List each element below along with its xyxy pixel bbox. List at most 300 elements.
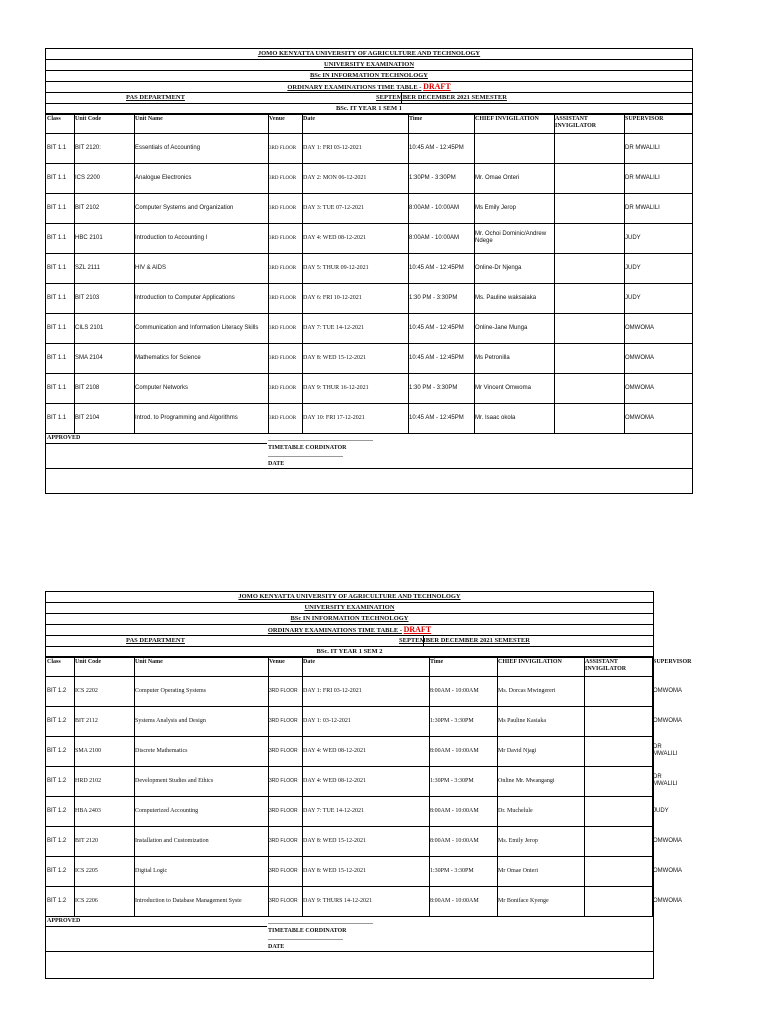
approved-line (46, 443, 267, 444)
cell-date (303, 826, 428, 856)
table-row (46, 676, 682, 706)
cell-time (409, 223, 473, 253)
cell-time (409, 403, 473, 433)
cell-chief-text: Mr David Njagi (498, 747, 537, 754)
cell-code (75, 886, 133, 916)
cell-date (303, 193, 407, 223)
year-label: BSc. IT YEAR 1 SEM 1 (335, 105, 403, 112)
cell-class (47, 736, 73, 766)
header-timetable-text: ORDINARY EXAMINATIONS TIME TABLE - (267, 627, 402, 634)
cell-supervisor-text: DR MWALILI (625, 174, 660, 181)
cell-assistant (555, 343, 623, 373)
cell-supervisor (653, 706, 682, 736)
cell-supervisor-text: DR MWALILI (653, 744, 678, 757)
cell-name-text: Computerized Accounting (135, 807, 199, 814)
cell-chief (475, 193, 553, 223)
cell-name (135, 313, 267, 343)
cell-name-text: Computer Systems and Organization (135, 204, 234, 211)
cell-name-text: Communication and Information Literacy Skills (135, 324, 259, 331)
cell-supervisor (653, 736, 677, 766)
cell-venue (269, 886, 301, 916)
cell-supervisor-text: JUDY (653, 807, 669, 814)
cell-name-text: Installation and Customization (135, 837, 209, 844)
cell-venue-text: 3RD FLOOR (269, 717, 298, 724)
column-header-date: Date (303, 659, 315, 665)
year-row (46, 104, 692, 114)
column-header-unit-name: Unit Name (135, 116, 163, 122)
cell-name (135, 343, 267, 373)
cell-date (303, 403, 407, 433)
cell-supervisor (653, 856, 682, 886)
cell-date (303, 373, 407, 403)
header-program-text: BSc IN INFORMATION TECHNOLOGY (309, 72, 429, 79)
cell-venue-text: 3RD FLOOR (269, 325, 297, 331)
cell-name-text: Computer Networks (135, 384, 189, 391)
cell-code-text: ICS 2200 (75, 174, 101, 181)
table-row (46, 133, 692, 163)
cell-supervisor (625, 133, 691, 163)
cell-code (75, 766, 133, 796)
cell-code-text: ICS 2206 (75, 897, 98, 904)
cell-time (430, 736, 496, 766)
cell-chief (475, 253, 553, 283)
cell-code (75, 676, 133, 706)
table-row (46, 826, 682, 856)
cell-supervisor (625, 283, 691, 313)
cell-code-text: BIT 2120 (75, 837, 99, 844)
row-divider (46, 916, 653, 917)
cell-class-text: BIT 1.1 (47, 354, 67, 361)
header-exam-text: UNIVERSITY EXAMINATION (304, 604, 395, 611)
cell-time (409, 253, 473, 283)
cell-venue-text: 3RD FLOOR (269, 265, 297, 271)
cell-time-text: 8:00AM - 10:00AM (409, 204, 460, 211)
cell-venue-text: 3RD FLOOR (269, 807, 298, 814)
table-row (46, 253, 692, 283)
cell-class-text: BIT 1.1 (47, 144, 67, 151)
cell-venue-text: 3RD FLOOR (269, 175, 297, 181)
cell-time-text: 10:45 AM - 12:45PM (409, 264, 464, 271)
cell-chief (475, 133, 553, 163)
cell-date-text: DAY 6: FRI 10-12-2021 (303, 294, 362, 301)
cell-venue-text: 3RD FLOOR (269, 777, 298, 784)
cell-class (47, 706, 73, 736)
cell-class-text: BIT 1.1 (47, 324, 67, 331)
cell-class (47, 283, 73, 313)
cell-date-text: DAY 8: WED 15-12-2021 (303, 867, 366, 874)
cell-name (135, 766, 267, 796)
cell-time (430, 676, 496, 706)
cell-class (47, 856, 73, 886)
cell-venue (269, 856, 301, 886)
cell-class-text: BIT 1.1 (47, 294, 67, 301)
cell-time-text: 1:30PM - 3:30PM (430, 867, 474, 874)
cell-chief-text: Ms Petronilla (475, 354, 510, 361)
cell-supervisor (625, 403, 691, 433)
row-divider (46, 433, 692, 434)
cell-date (303, 856, 428, 886)
cell-venue (269, 766, 301, 796)
cell-name (135, 133, 267, 163)
cell-class-text: BIT 1.1 (47, 264, 67, 271)
cell-venue (269, 403, 301, 433)
cell-time (430, 886, 496, 916)
cell-assistant (585, 856, 651, 886)
cell-supervisor (625, 373, 691, 403)
cell-name (135, 706, 267, 736)
cell-date (303, 706, 428, 736)
cell-date-text: DAY 10: FRI 17-12-2021 (303, 414, 365, 421)
column-header-time: Time (430, 659, 444, 665)
header-program (46, 614, 653, 625)
cell-supervisor-text: JUDY (625, 264, 641, 271)
coordinator-signature-line (268, 923, 373, 924)
cell-supervisor-text: JUDY (625, 234, 641, 241)
column-header-venue: Venue (269, 116, 285, 122)
cell-code-text: ICS 2205 (75, 867, 98, 874)
cell-time-text: 1:30 PM - 3:30PM (409, 294, 458, 301)
table-row (46, 736, 678, 766)
divider (401, 93, 402, 104)
cell-code-text: HBA 2403 (75, 807, 101, 814)
cell-code-text: BIT 2102 (75, 204, 100, 211)
row-divider (46, 657, 653, 658)
cell-code (75, 796, 133, 826)
cell-name-text: HIV & AIDS (135, 264, 167, 271)
coordinator-label: TIMETABLE CORDINATOR (268, 445, 347, 451)
cell-name-text: Introduction to Accounting I (135, 234, 208, 241)
cell-venue (269, 133, 301, 163)
cell-class (47, 343, 73, 373)
cell-chief-text: Online Mr. Mwangangi (498, 777, 555, 784)
cell-date (303, 133, 407, 163)
cell-time (409, 373, 473, 403)
cell-chief (498, 736, 583, 766)
cell-name-text: Analogue Electronics (135, 174, 192, 181)
cell-venue (269, 373, 301, 403)
table-row (46, 193, 692, 223)
cell-assistant (585, 736, 651, 766)
cell-date-text: DAY 4: WED 08-12-2021 (303, 234, 366, 241)
cell-venue-text: 3RD FLOOR (269, 897, 298, 904)
cell-date (303, 886, 428, 916)
cell-date-text: DAY 1: 03-12-2021 (303, 717, 351, 724)
date-label: DATE (268, 461, 285, 467)
cell-chief (475, 403, 553, 433)
header-university-text: JOMO KENYATTA UNIVERSITY OF AGRICULTURE AND TECHNOLOGY (238, 593, 461, 600)
cell-venue (269, 253, 301, 283)
cell-code (75, 736, 133, 766)
cell-supervisor-text: JUDY (625, 294, 641, 301)
cell-class (47, 313, 73, 343)
timetable-sem1 (45, 48, 693, 494)
cell-time (430, 826, 496, 856)
header-timetable-text: ORDINARY EXAMINATIONS TIME TABLE - (287, 84, 422, 91)
cell-name (135, 676, 267, 706)
table-row (46, 706, 682, 736)
cell-code (75, 343, 133, 373)
cell-supervisor-text: OMWOMA (653, 837, 682, 844)
cell-venue-text: 3RD FLOOR (269, 687, 298, 694)
cell-class-text: BIT 1.2 (47, 687, 67, 694)
cell-date (303, 766, 428, 796)
table-row (46, 403, 692, 433)
cell-assistant (555, 193, 623, 223)
cell-code (75, 193, 133, 223)
cell-venue-text: 3RD FLOOR (269, 205, 297, 211)
cell-time (430, 796, 496, 826)
cell-name (135, 403, 267, 433)
cell-time-text: 1:30PM - 3:30PM (430, 717, 474, 724)
cell-name (135, 163, 267, 193)
column-header-supervisor: SUPERVISOR (625, 116, 664, 122)
cell-chief-text: Ms. Emily Jerop (498, 837, 538, 844)
cell-supervisor (625, 343, 691, 373)
cell-time-text: 8:00AM - 10:00AM (409, 234, 460, 241)
cell-chief-text: Mr. Omae Onteri (475, 174, 520, 181)
approved-label: APPROVED (47, 435, 81, 441)
cell-date-text: DAY 3: TUE 07-12-2021 (303, 204, 364, 211)
cell-code (75, 133, 133, 163)
department-label: PAS DEPARTMENT (126, 94, 185, 101)
cell-time-text: 10:45 AM - 12:45PM (409, 414, 464, 421)
cell-date-text: DAY 9: THUR 16-12-2021 (303, 384, 369, 391)
cell-venue (269, 283, 301, 313)
cell-code-text: SZL 2111 (75, 264, 100, 271)
cell-date (303, 343, 407, 373)
approved-line (46, 926, 267, 927)
cell-chief-text: Mr Boniface Kyenge (498, 897, 549, 904)
semester-label: SEPTEMBER DECEMBER 2021 SEMESTER (376, 94, 507, 101)
cell-date-text: DAY 7: TUE 14-12-2021 (303, 807, 364, 814)
header-timetable (46, 82, 692, 93)
cell-chief (498, 766, 583, 796)
cell-class (47, 193, 73, 223)
department-row (46, 93, 692, 104)
cell-code (75, 826, 133, 856)
column-header-unit-name: Unit Name (135, 659, 163, 665)
cell-chief (498, 826, 583, 856)
table-row (46, 223, 692, 253)
table-row (46, 343, 692, 373)
cell-time-text: 8:00AM - 10:00AM (430, 897, 479, 904)
column-header-supervisor: SUPERVISOR (653, 659, 692, 665)
cell-code (75, 223, 133, 253)
header-program-text: BSc IN INFORMATION TECHNOLOGY (290, 615, 409, 622)
cell-code (75, 706, 133, 736)
cell-chief-text: Online-Jane Munga (475, 324, 528, 331)
cell-supervisor (653, 886, 682, 916)
year-label: BSc. IT YEAR 1 SEM 2 (316, 648, 383, 655)
cell-supervisor (653, 826, 682, 856)
header-university-text: JOMO KENYATTA UNIVERSITY OF AGRICULTURE AND TECHNOLOGY (257, 50, 481, 57)
cell-code (75, 163, 133, 193)
cell-assistant (585, 766, 651, 796)
column-header-venue: Venue (269, 659, 285, 665)
cell-code-text: SMA 2104 (75, 354, 103, 361)
cell-chief (498, 676, 583, 706)
cell-date (303, 796, 428, 826)
cell-assistant (585, 826, 651, 856)
cell-chief (475, 283, 553, 313)
cell-name-text: Introduction to Database Management Syste (135, 897, 242, 904)
cell-assistant (555, 373, 623, 403)
table-row (46, 856, 682, 886)
cell-time (409, 283, 473, 313)
cell-supervisor (625, 223, 691, 253)
cell-class-text: BIT 1.2 (47, 837, 67, 844)
cell-assistant (555, 313, 623, 343)
department-row (46, 636, 653, 647)
cell-code (75, 856, 133, 886)
header-exam (46, 603, 653, 614)
cell-class (47, 886, 73, 916)
cell-class (47, 253, 73, 283)
cell-class (47, 826, 73, 856)
column-header-chief-invigilation: CHIEF INVIGILATION (498, 659, 562, 665)
cell-name-text: Digital Logic (135, 867, 168, 874)
cell-chief-text: Dr. Muchelule (498, 807, 533, 814)
cell-code-text: SMA 2100 (75, 747, 102, 754)
cell-supervisor-text: OMWOMA (653, 867, 682, 874)
year-row (46, 647, 653, 657)
cell-venue-text: 3RD FLOOR (269, 355, 297, 361)
cell-name (135, 193, 267, 223)
cell-venue (269, 343, 301, 373)
cell-name (135, 283, 267, 313)
cell-chief (475, 373, 553, 403)
header-timetable (46, 625, 653, 636)
cell-code (75, 283, 133, 313)
cell-venue-text: 3RD FLOOR (269, 295, 297, 301)
cell-supervisor (625, 313, 691, 343)
column-header-unit-code: Unit Code (75, 659, 102, 665)
cell-venue-text: 3RD FLOOR (269, 867, 298, 874)
table-row (46, 163, 692, 193)
cell-chief (475, 343, 553, 373)
cell-name-text: Introduction to Computer Applications (135, 294, 235, 301)
department-label: PAS DEPARTMENT (126, 637, 185, 644)
cell-name (135, 253, 267, 283)
cell-chief (475, 163, 553, 193)
cell-assistant (555, 403, 623, 433)
cell-class-text: BIT 1.1 (47, 414, 67, 421)
cell-class-text: BIT 1.2 (47, 747, 67, 754)
cell-assistant (585, 676, 651, 706)
cell-venue (269, 706, 301, 736)
cell-code-text: CILS 2101 (75, 324, 104, 331)
cell-class-text: BIT 1.1 (47, 384, 67, 391)
table-row (46, 313, 692, 343)
cell-supervisor (653, 766, 677, 796)
cell-date-text: DAY 2: MON 06-12-2021 (303, 174, 367, 181)
cell-class-text: BIT 1.2 (47, 897, 67, 904)
cell-date-text: DAY 4: WED 08-12-2021 (303, 777, 366, 784)
cell-date (303, 736, 428, 766)
cell-assistant (555, 163, 623, 193)
approved-label: APPROVED (47, 918, 81, 924)
cell-chief-text: Mr Vincent Omwoma (475, 384, 531, 391)
cell-venue (269, 163, 301, 193)
cell-code-text: BIT 2104 (75, 414, 100, 421)
timetable-sem2 (45, 591, 692, 979)
table-row (46, 796, 669, 826)
cell-date-text: DAY 9: THURS 14-12-2021 (303, 897, 372, 904)
cell-supervisor-text: DR MWALILI (625, 144, 660, 151)
row-divider (46, 468, 692, 469)
cell-date-text: DAY 7: TUE 14-12-2021 (303, 324, 364, 331)
cell-code (75, 253, 133, 283)
column-header-unit-code: Unit Code (75, 116, 102, 122)
table-row (46, 886, 682, 916)
cell-name (135, 886, 267, 916)
cell-date-text: DAY 8: WED 15-12-2021 (303, 354, 366, 361)
cell-venue-text: 3RD FLOOR (269, 747, 298, 754)
coordinator-signature-line (268, 440, 373, 441)
header-university (46, 592, 653, 603)
cell-venue-text: 3RD FLOOR (269, 837, 298, 844)
cell-supervisor-text: OMWOMA (625, 384, 654, 391)
cell-code-text: BIT 2120: (75, 144, 101, 151)
cell-date (303, 253, 407, 283)
draft-label: DRAFT (423, 82, 451, 91)
column-header-assistant-invigilator: ASSISTANT INVIGILATOR (555, 116, 597, 129)
cell-class-text: BIT 1.2 (47, 717, 67, 724)
cell-class-text: BIT 1.1 (47, 234, 67, 241)
cell-name (135, 826, 267, 856)
draft-label: DRAFT (403, 625, 432, 634)
cell-date-text: DAY 1: FRI 03-12-2021 (303, 144, 362, 151)
cell-supervisor (625, 163, 691, 193)
cell-time-text: 8:00AM - 10:00AM (430, 807, 479, 814)
cell-code-text: ICS 2202 (75, 687, 98, 694)
cell-date (303, 283, 407, 313)
cell-chief (498, 796, 583, 826)
column-header-class: Class (47, 659, 61, 665)
cell-venue (269, 736, 301, 766)
cell-class-text: BIT 1.2 (47, 867, 67, 874)
cell-time (409, 313, 473, 343)
cell-name-text: Mathematics for Science (135, 354, 201, 361)
cell-class (47, 403, 73, 433)
cell-date-text: DAY 5: THUR 09-12-2021 (303, 264, 369, 271)
semester-label: SEPTEMBER DECEMBER 2021 SEMESTER (399, 637, 530, 644)
cell-code-text: BIT 2112 (75, 717, 98, 724)
cell-chief-text: Mr. Isaac okola (475, 414, 516, 421)
cell-time (409, 193, 473, 223)
cell-code (75, 373, 133, 403)
cell-chief (475, 223, 553, 253)
cell-time (430, 706, 496, 736)
cell-venue-text: 3RD FLOOR (269, 385, 297, 391)
cell-time (430, 856, 496, 886)
cell-date (303, 313, 407, 343)
cell-code-text: BIT 2108 (75, 384, 100, 391)
cell-class-text: BIT 1.1 (47, 174, 67, 181)
cell-venue (269, 796, 301, 826)
cell-time-text: 10:45 AM - 12:45PM (409, 324, 464, 331)
date-label: DATE (268, 944, 285, 950)
cell-time-text: 1:30PM - 3:30PM (409, 174, 456, 181)
table-row (46, 766, 678, 796)
cell-assistant (555, 253, 623, 283)
cell-assistant (555, 223, 623, 253)
cell-assistant (555, 133, 623, 163)
cell-class (47, 223, 73, 253)
cell-supervisor-text: OMWOMA (653, 717, 682, 724)
cell-time-text: 8:00AM - 10:00AM (430, 747, 479, 754)
cell-time-text: 10:45 AM - 12:45PM (409, 144, 464, 151)
